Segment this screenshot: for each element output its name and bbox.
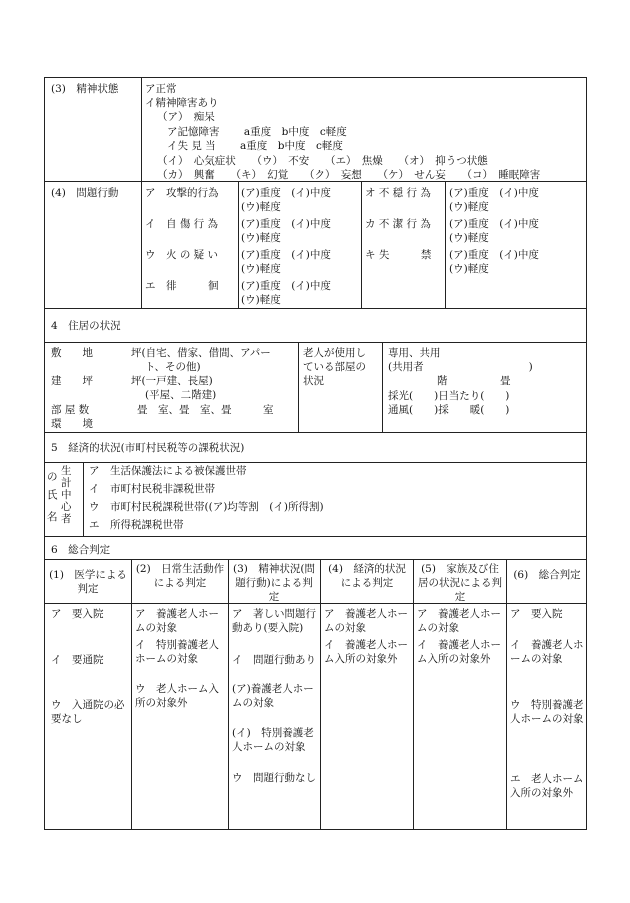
behavior-severity: (ア)重度 (イ)中度 [449,218,539,230]
household-head-label: の 生 計 氏 中 心 名 者 [47,465,72,525]
behavior-item: ウ 火 の 疑 い [145,249,219,261]
judgment-option: イ 問題行動あり [232,654,316,666]
judgment-option: イ 特別養護老人ホームの対象 [135,639,219,665]
judgment-option: イ 養護老人ホーム入所の対象外 [417,639,501,665]
judgment-option: ウ 問題行動なし [232,772,316,784]
behavior-severity: (ア)重度 (イ)中度 [241,249,331,261]
behavior-severity: (ア)重度 (イ)中度 [449,187,539,199]
assessment-form [44,77,587,830]
room-status-value: 階 畳 [437,375,511,387]
judgment-option: イ 養護老人ホーム入所の対象外 [324,639,408,665]
building-label: 建 坪 [51,375,93,387]
behavior-item: オ 不 穏 行 為 [365,187,431,199]
behavior-item: エ 徘 徊 [145,280,219,292]
economy-heading: 5 経済的状況(市町村民税等の課税状況) [51,442,245,454]
mental-state-label: (3) 精神状態 [51,83,119,95]
judgment-option: イ 要通院 [51,654,104,666]
housing-heading: 4 住居の状況 [51,320,121,332]
mental-line: イ精神障害あり [145,97,219,109]
site-value: 坪(自宅、借家、借間、アパー [131,347,271,359]
mental-line: （カ） 興奮 （キ） 幻覚 （ク） 妄想 （ケ） せん妄 （コ） 睡眠障害 [157,169,541,181]
room-status-value: (共用者 ) [388,361,533,373]
behavior-severity: (ウ)軽度 [449,232,489,244]
behavior-severity: (ウ)軽度 [449,263,489,275]
economy-item: イ 市町村民税非課税世帯 [89,483,215,495]
behavior-severity: (ウ)軽度 [241,294,281,306]
judgment-option: (イ) 特別養護老人ホームの対象 [232,727,314,753]
behavior-item: イ 自 傷 行 為 [145,218,219,230]
mental-line: ア正常 [145,83,177,95]
judgment-option: ウ 入通院の必要なし [51,699,125,725]
judgment-option: ウ 老人ホーム入所の対象外 [135,683,219,709]
behavior-severity: (ア)重度 (イ)中度 [241,187,331,199]
behavior-severity: (ウ)軽度 [241,201,281,213]
mental-line: （ア） 痴呆 [157,111,215,123]
rooms-label: 部 屋 数 [51,404,90,416]
mental-line: イ失 見 当 a重度 b中度 c軽度 [167,140,343,152]
judgment-option: ア 養護老人ホームの対象 [417,608,501,634]
building-value: (平屋、二階建) [145,389,217,401]
judgment-header-family: (5) 家族及び住居の状況による判定 [418,563,502,603]
judgment-option: ア 要入院 [51,608,104,620]
mental-line: ア記憶障害 a重度 b中度 c軽度 [167,126,347,138]
behavior-item: キ 失 禁 [365,249,432,261]
room-status-value: 採光( )日当たり( ) [388,390,510,402]
site-label: 敷 地 [51,347,93,359]
judgment-option: エ 老人ホーム入所の対象外 [510,773,584,799]
room-status-value: 専用、共用 [388,347,441,359]
judgment-heading: 6 総合判定 [51,544,111,556]
judgment-option: ア 著しい問題行動あり(要入院) [232,608,316,634]
judgment-option: ア 要入院 [510,608,563,620]
room-status-value: 通風( )採 暖( ) [388,404,510,416]
behavior-label: (4) 問題行動 [51,187,119,199]
behavior-severity: (ウ)軽度 [241,263,281,275]
room-status-label: 状況 [303,375,324,387]
judgment-header-adl: (2) 日常生活動作による判定 [135,563,225,589]
judgment-header-medical: (1) 医学による判定 [49,569,127,595]
behavior-severity: (ウ)軽度 [241,232,281,244]
judgment-header-economic: (4) 経済的状況による判定 [328,563,406,589]
room-status-label: 老人が使用し [303,347,366,359]
behavior-item: ア 攻撃的行為 [145,187,219,199]
judgment-header-mental: (3) 精神状況(問題行動)による判定 [233,563,315,603]
environment-label: 環 境 [51,418,93,430]
rooms-value: 畳 室、畳 室、畳 室 [137,404,274,416]
building-value: 坪(一戸建、長屋) [131,375,213,387]
judgment-option: ア 養護老人ホームの対象 [135,608,219,634]
judgment-option: (ア)養護老人ホームの対象 [232,683,314,709]
behavior-severity: (ウ)軽度 [449,201,489,213]
site-value: ト、その他) [145,361,201,373]
judgment-option: ウ 特別養護老人ホームの対象 [510,699,584,725]
behavior-item: カ 不 潔 行 為 [365,218,431,230]
behavior-severity: (ア)重度 (イ)中度 [241,280,331,292]
judgment-header-overall: (6) 総合判定 [513,569,581,581]
economy-item: エ 所得税課税世帯 [89,519,184,531]
mental-line: （イ） 心気症状 （ウ） 不安 （エ） 焦燥 （オ） 抑うつ状態 [157,155,488,167]
behavior-severity: (ア)重度 (イ)中度 [449,249,539,261]
economy-item: ア 生活保護法による被保護世帯 [89,465,247,477]
room-status-label: ている部屋の [303,361,366,373]
judgment-option: ア 養護老人ホームの対象 [324,608,408,634]
economy-item: ウ 市町村民税課税世帯((ア)均等割 (イ)所得割) [89,501,324,513]
judgment-option: イ 養護老人ホームの対象 [510,639,584,665]
behavior-severity: (ア)重度 (イ)中度 [241,218,331,230]
